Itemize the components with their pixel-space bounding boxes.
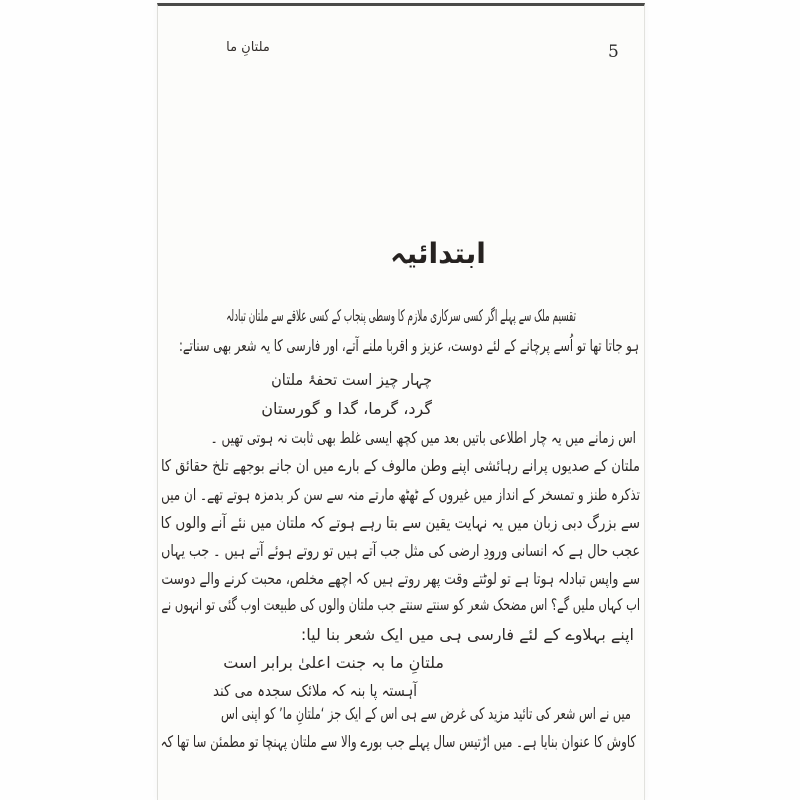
body-line-6: سے بزرگ دبی زبان میں یہ نہایت یقین سے بتا رہے ہوتے کہ ملتان میں نئے آنے والوں کا	[160, 513, 640, 532]
body-line-5: تذکرہ طنز و تمسخر کے انداز میں غیروں کے ٹھٹھ مارتے منہ سے سن کر بدمزہ ہوتے تھے۔ ان میں	[161, 485, 640, 504]
body-line-2: ہو جاتا تھا تو اُسے پرچانے کے لئے دوست، عزیز و اقربا ملنے آتے، اور فارسی کا یہ شعر بھی سناتے:	[179, 336, 639, 355]
body-line-7: عجب حال ہے کہ انسانی ورودِ ارضی کی مثل جب آتے ہیں تو روتے ہوئے آتے ہیں ۔ جب یہاں	[161, 541, 641, 560]
verse-line-2: گرد، گرما، گدا و گورستان	[261, 399, 432, 418]
running-header-book-title: ملتانِ ما	[226, 40, 270, 55]
body-line-3: اس زمانے میں یہ چار اطلاعی باتیں بعد میں کچھ ایسی غلط بھی ثابت نہ ہوتی تھیں ۔	[210, 428, 636, 447]
body-line-12: کاوش کا عنوان بنایا ہے۔ میں اڑتیس سال پہلے جب بورے والا سے ملتان پہنچا تو مطمئن سا تھا کہ	[160, 732, 636, 751]
body-line-11: میں نے اس شعر کی تائید مزید کی غرض سے ہی اس کے ایک جز ‘ملتانِ ما’ کو اپنی اس	[221, 704, 631, 723]
verse-line-3: ملتانِ ما بہ جنت اعلیٰ برابر است	[223, 653, 444, 672]
body-line-1: تقسیم ملک سے پہلے اگر کسی سرکاری ملازم کا وسطی پنجاب کے کسی علاقے سے ملتان تبادلہ	[226, 306, 576, 325]
scanned-book-page	[157, 3, 645, 800]
verse-line-4: آہستہ پا بنہ کہ ملائک سجدہ می کند	[212, 681, 417, 700]
body-line-9: اب کہاں ملیں گے؟ اس مضحک شعر کو سنتے سنتے جب ملتان والوں کی طبیعت اوب گئی تو انہوں نے	[161, 595, 640, 614]
page-number: 5	[608, 42, 619, 62]
verse-line-1: چہار چیز است تحفۂ ملتان	[271, 370, 432, 389]
body-line-8: سے واپس تبادلہ ہوتا ہے تو لوٹتے وقت پھر روتے ہیں کہ اچھے مخلص، محبت کرنے والے دوست	[161, 569, 640, 588]
body-line-10: اپنے بہلاوے کے لئے فارسی ہی میں ایک شعر بنا لیا:	[300, 625, 634, 644]
section-heading: ابتدائیہ	[390, 237, 486, 270]
body-line-4: ملتان کے صدیوں پرانے رہائشی اپنے وطن مالوف کے بارے میں ان جانے بوجھے تلخ حقائق کا	[160, 456, 640, 475]
